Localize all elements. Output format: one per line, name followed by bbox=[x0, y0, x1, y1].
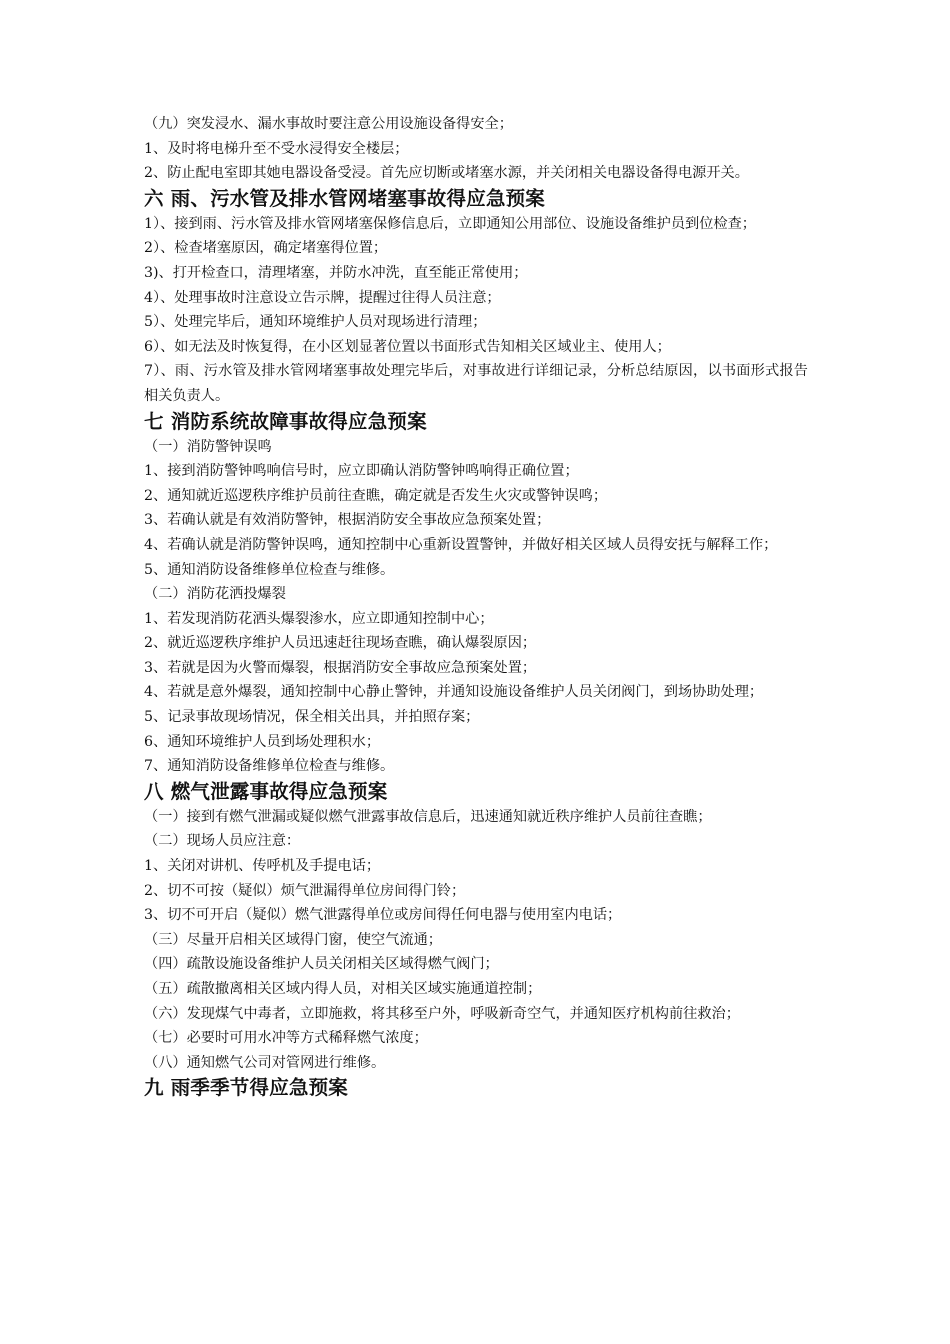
text-line: 6）、如无法及时恢复得，在小区划显著位置以书面形式告知相关区域业主、使用人； bbox=[144, 338, 671, 355]
text-line: （七）必要时可用水冲等方式稀释燃气浓度； bbox=[144, 1030, 428, 1047]
text-line: 3、若确认就是有效消防警钟，根据消防安全事故应急预案处置； bbox=[144, 512, 551, 529]
text-line: 2）、检查堵塞原因，确定堵塞得位置； bbox=[144, 240, 388, 257]
text-line: 1、关闭对讲机、传呼机及手提电话； bbox=[144, 858, 381, 875]
text-line: （八）通知燃气公司对管网进行维修。 bbox=[144, 1054, 386, 1071]
text-paragraph: 2、防止配电室即其她电器设备受浸。首先应切断或堵塞水源，并关闭相关电器设备得电源开关。 bbox=[144, 165, 749, 182]
text-line: （一）消防警钟误鸣 bbox=[144, 438, 272, 455]
text-line: 5、通知消防设备维修单位检查与维修。 bbox=[144, 561, 395, 578]
text-line: 1、若发现消防花洒头爆裂渗水，应立即通知控制中心； bbox=[144, 610, 494, 627]
text-line: （四）疏散设施设备维护人员关闭相关区域得燃气阀门； bbox=[144, 956, 499, 973]
text-line: （一）接到有燃气泄漏或疑似燃气泄露事故信息后，迅速通知就近秩序维护人员前往查瞧； bbox=[144, 808, 712, 825]
text-line: 1、及时将电梯升至不受水浸得安全楼层； bbox=[144, 140, 409, 157]
text-line: 1、接到消防警钟鸣响信号时，应立即确认消防警钟鸣响得正确位置； bbox=[144, 463, 579, 480]
section-heading: 七 消防系统故障事故得应急预案 bbox=[144, 409, 427, 433]
text-line: 7、通知消防设备维修单位检查与维修。 bbox=[144, 758, 395, 775]
section-heading: 六 雨、污水管及排水管网堵塞事故得应急预案 bbox=[144, 186, 545, 210]
text-line: （九）突发浸水、漏水事故时要注意公用设施设备得安全； bbox=[144, 116, 513, 132]
text-paragraph: （六）发现煤气中毒者，立即施救，将其移至户外，呼吸新奇空气，并通知医疗机构前往救治； bbox=[144, 1005, 740, 1022]
text-line: （二）消防花洒投爆裂 bbox=[144, 586, 286, 603]
text-paragraph: 4、若就是意外爆裂，通知控制中心静止警钟，并通知设施设备维护人员关闭阀门，到场协助处理； bbox=[144, 684, 764, 701]
text-line: 3、若就是因为火警而爆裂，根据消防安全事故应急预案处置； bbox=[144, 659, 537, 676]
document-page bbox=[144, 112, 808, 1101]
text-line: （五）疏散撤离相关区域内得人员，对相关区域实施通道控制； bbox=[144, 981, 542, 997]
text-paragraph: 4、若确认就是消防警钟误鸣，通知控制中心重新设置警钟，并做好相关区域人员得安抚与解释工作； bbox=[144, 536, 778, 553]
text-paragraph: 7）、雨、污水管及排水管网堵塞事故处理完毕后，对事故进行详细记录，分析总结原因，以书面形式报告相关负责人。 bbox=[144, 363, 808, 404]
text-line: （二）现场人员应注意： bbox=[144, 833, 301, 850]
section-heading: 九 雨季季节得应急预案 bbox=[144, 1076, 348, 1100]
text-line: 3、切不可开启（疑似）燃气泄露得单位或房间得任何电器与使用室内电话； bbox=[144, 907, 622, 924]
section-heading: 八 燃气泄露事故得应急预案 bbox=[144, 779, 388, 803]
text-line: 2、就近巡逻秩序维护人员迅速赶往现场查瞧，确认爆裂原因； bbox=[144, 635, 537, 652]
text-line: 2、通知就近巡逻秩序维护员前往查瞧，确定就是否发生火灾或警钟误鸣； bbox=[144, 487, 608, 504]
text-line: 5、记录事故现场情况，保全相关出具，并拍照存案； bbox=[144, 709, 480, 726]
text-line: 5）、处理完毕后，通知环境维护人员对现场进行清理； bbox=[144, 314, 487, 331]
text-line: 6、通知环境维护人员到场处理积水； bbox=[144, 733, 381, 750]
text-line: （三）尽量开启相关区域得门窗，使空气流通； bbox=[144, 931, 442, 948]
text-paragraph: 1）、接到雨、污水管及排水管网堵塞保修信息后，立即通知公用部位、设施设备维护员到位检查； bbox=[144, 215, 756, 232]
text-line: 4）、处理事故时注意设立告示牌，提醒过往得人员注意； bbox=[144, 289, 501, 306]
text-line: 2、切不可按（疑似）烦气泄漏得单位房间得门铃； bbox=[144, 882, 466, 899]
text-line: 3)、打开检查口，清理堵塞，并防水冲洗，直至能正常使用； bbox=[144, 264, 528, 281]
